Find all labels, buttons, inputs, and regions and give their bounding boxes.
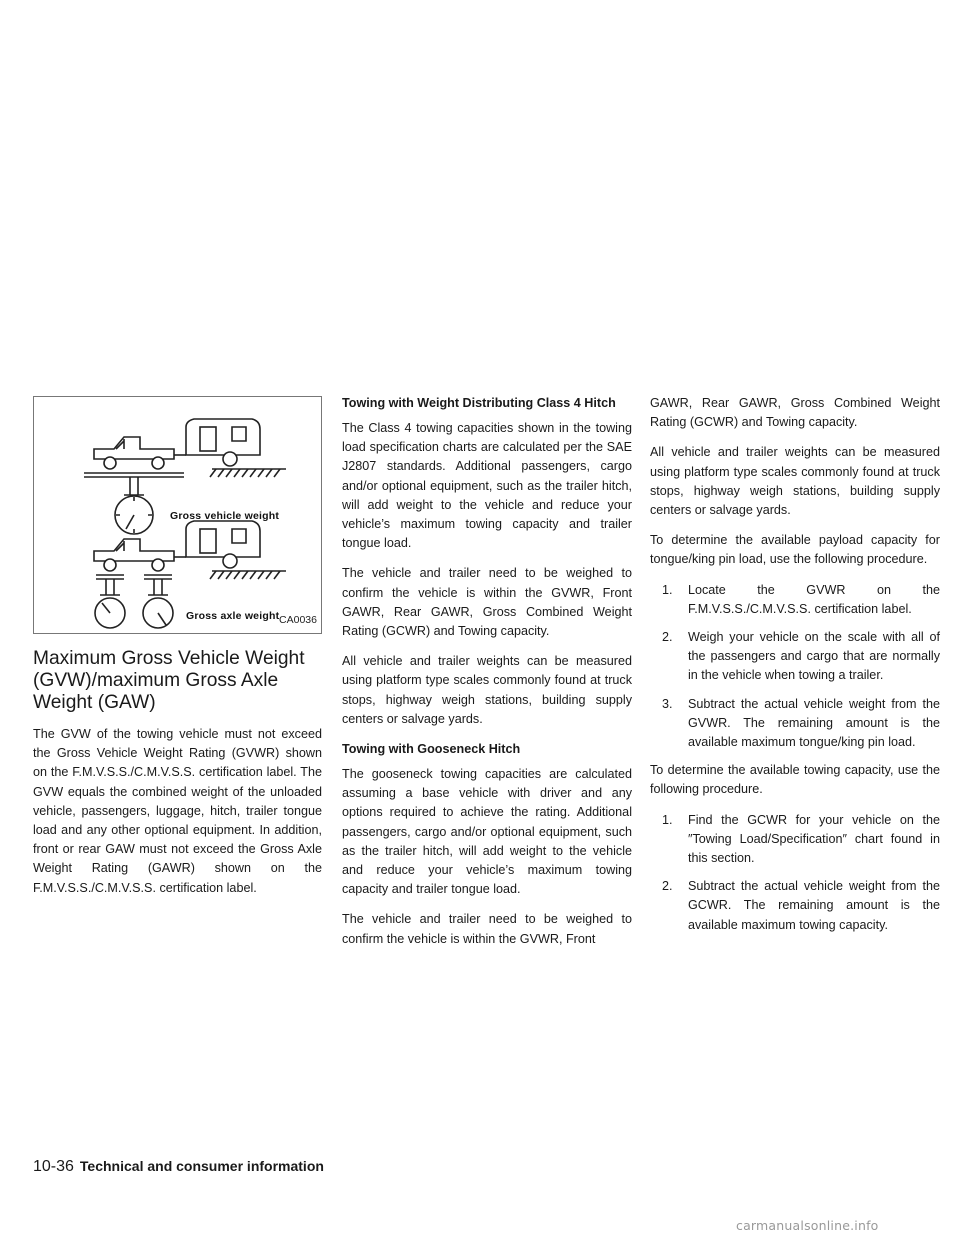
list-number: 1. (662, 812, 673, 827)
list-item (650, 811, 940, 869)
subheading-gooseneck-hitch: Towing with Gooseneck Hitch (342, 742, 521, 757)
paragraph: To determine the available payload capacity for tongue/king pin load, use the following procedure. (650, 533, 940, 567)
list-number: 2. (662, 630, 673, 645)
footer-title: Technical and consumer information (79, 1158, 324, 1174)
column-right (650, 394, 940, 944)
figure-id: CA0036 (279, 613, 317, 626)
figure-label-gross-vehicle-weight: Gross vehicle weight (170, 510, 280, 522)
list-number: 1. (662, 582, 673, 597)
paragraph: The GVW of the towing vehicle must not exceed the Gross Vehicle Weight Rating (GVWR) shown on the F.M.V.S.S./C.M.V.S.S. certification label. The GVW equals the combined weight of the unloaded vehicle, passengers, luggage, hitch, trailer tongue load and any other optional equipment. In addition, front or rear GAW must not exceed the Gross Axle Weight Rating (GAWR) shown on the F.M.V.S.S./C.M.V.S.S. certification label. (33, 727, 322, 895)
list-item (650, 581, 940, 619)
paragraph: The Class 4 towing capacities shown in the towing load specification charts are calculated per the SAE J2807 standards. Additional passengers, cargo and/or optional equipment, such as the trailer hitch, will add weight to the vehicle and reduce your vehicle’s maximum towing capacity and trailer tongue load. (342, 421, 632, 551)
subheading-class4-hitch: Towing with Weight Distributing Class 4 Hitch (342, 396, 616, 410)
payload-procedure-list (650, 581, 940, 753)
list-text: Subtract the actual vehicle weight from the GCWR. The remaining amount is the available maximum towing capacity. (688, 879, 940, 932)
column-middle (342, 394, 632, 960)
list-text: Find the GCWR for your vehicle on the ″Towing Load/Specification″ chart found in this section. (688, 812, 940, 866)
column-left (33, 396, 322, 909)
list-item (650, 877, 940, 935)
towing-weight-figure (33, 396, 322, 634)
paragraph: All vehicle and trailer weights can be measured using platform type scales commonly found at truck stops, highway weigh stations, building supply centers or salvage yards. (342, 654, 632, 726)
paragraph: The vehicle and trailer need to be weighed to confirm the vehicle is within the GVWR, Front (342, 912, 632, 946)
towing-capacity-procedure-list (650, 811, 940, 935)
list-text: Locate the GVWR on the F.M.V.S.S./C.M.V.S.S. certification label. (688, 582, 940, 616)
figure-label-gross-axle-weight: Gross axle weight (186, 610, 280, 622)
list-number: 3. (662, 696, 673, 711)
list-item (650, 695, 940, 753)
section-heading-gvw-gaw: Maximum Gross Vehicle Weight (GVW)/maximum Gross Axle Weight (GAW) (33, 648, 305, 713)
page-number: 10-36 (33, 1158, 74, 1175)
list-text: Weigh your vehicle on the scale with all of the passengers and cargo that are normally in the vehicle when towing a trailer. (688, 630, 940, 683)
page-footer (33, 1156, 324, 1177)
list-number: 2. (662, 879, 673, 894)
paragraph: All vehicle and trailer weights can be measured using platform type scales commonly found at truck stops, highway weigh stations, building supply centers or salvage yards. (650, 445, 940, 518)
watermark: carmanualsonline.info (736, 1218, 879, 1233)
list-item (650, 628, 940, 686)
list-text: Subtract the actual vehicle weight from the GVWR. The remaining amount is the available maximum tongue/king pin load. (688, 696, 940, 750)
paragraph: The vehicle and trailer need to be weighed to confirm the vehicle is within the GVWR, Front GAWR, Rear GAWR, Gross Combined Weight Rating (GCWR) and Towing capacity. (342, 566, 632, 639)
paragraph: To determine the available towing capacity, use the following procedure. (650, 763, 940, 797)
paragraph: The gooseneck towing capacities are calculated assuming a base vehicle with driver and any options required to achieve the rating. Additional passengers, cargo and/or optional equipment, such as the trailer hitch, will add weight to the vehicle and reduce your vehicle’s maximum towing capacity and trailer tongue load. (342, 767, 632, 897)
paragraph: GAWR, Rear GAWR, Gross Combined Weight Rating (GCWR) and Towing capacity. (650, 396, 940, 430)
